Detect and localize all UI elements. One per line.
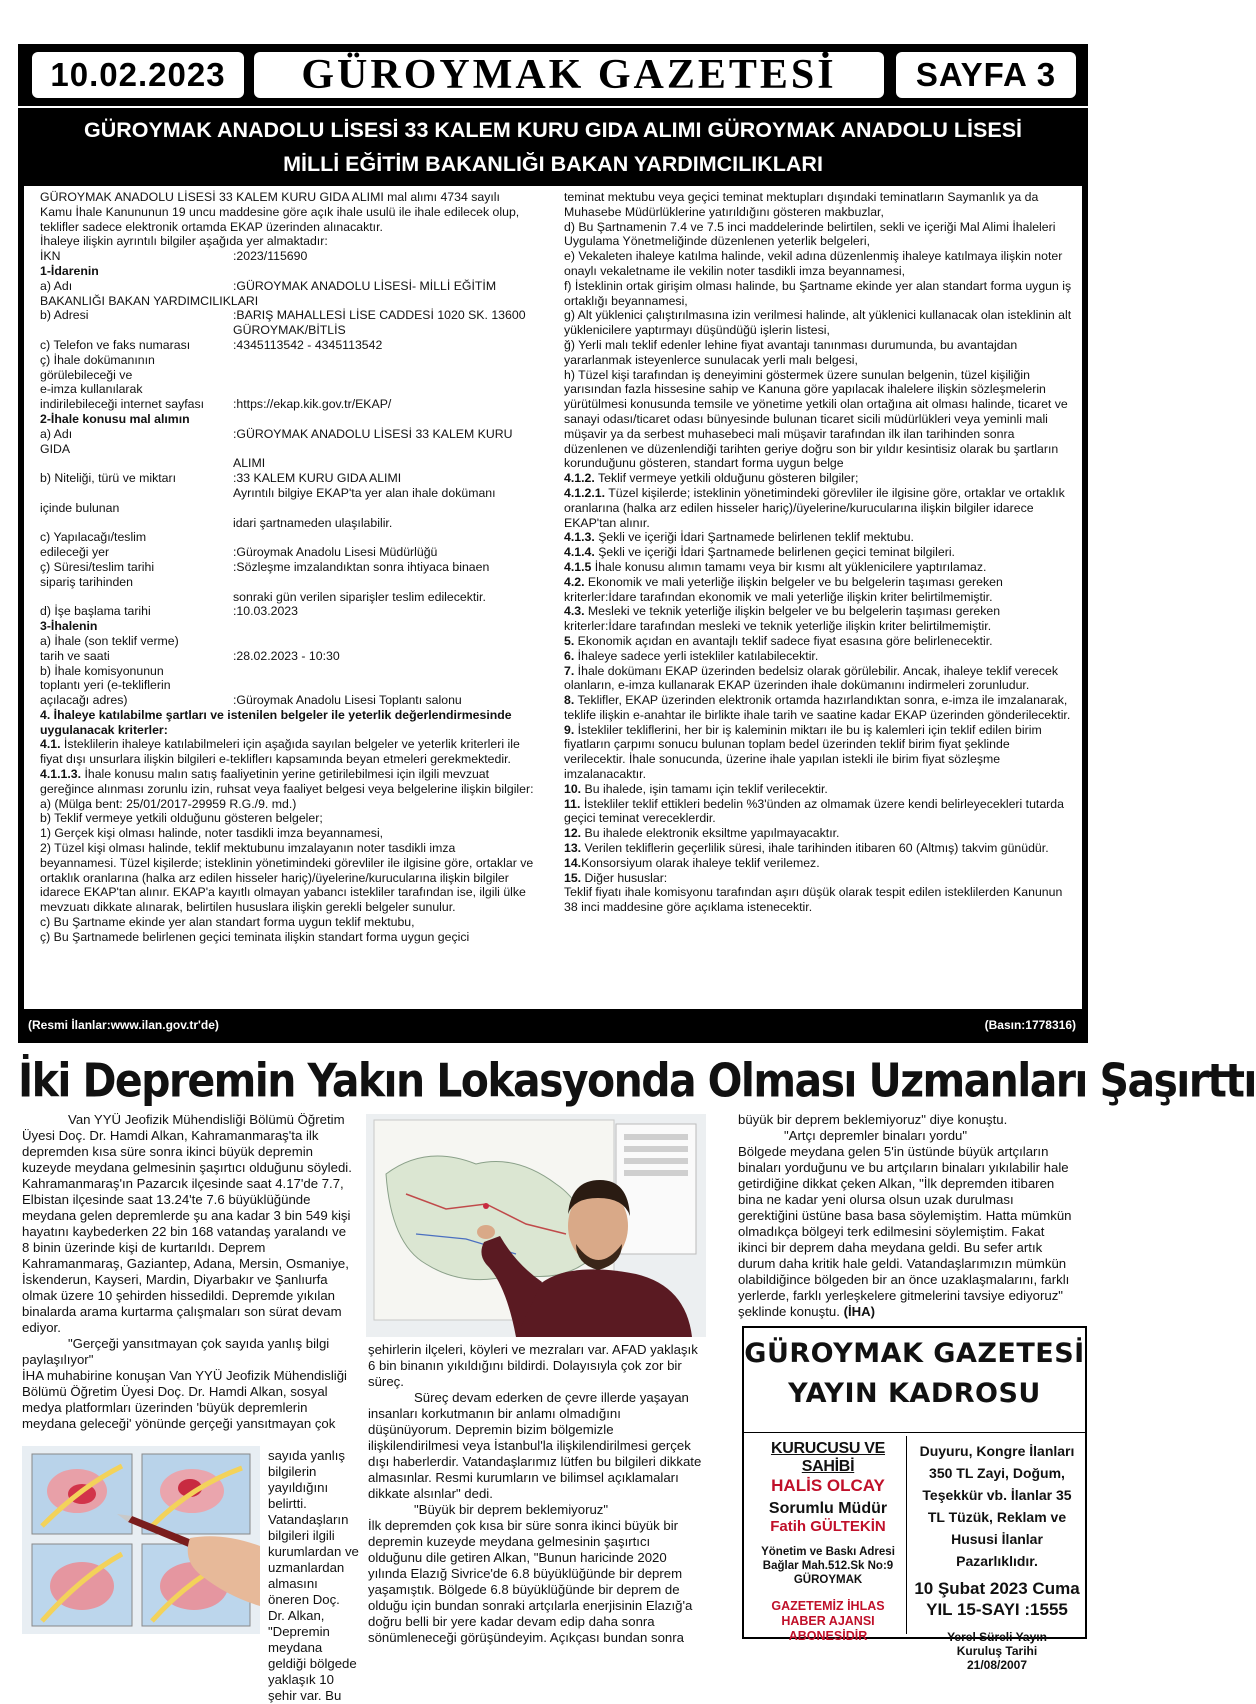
field-label: sipariş tarihinden (40, 574, 133, 589)
notice-intro: GÜROYMAK ANADOLU LİSESİ 33 KALEM KURU GIDA ALIMI mal alımı 4734 sayılı Kamu İhale Kanununun 19 uncu maddesine göre açık ihale usulü ile ihale edilecek olup, teklifler sadece elektronik ortamda EKAP üzerinden alınacaktır. (40, 190, 520, 234)
address-block (752, 1545, 904, 1587)
field-phone (40, 338, 535, 353)
article-subheading: "Artçı depremler binaları yordu" (784, 1128, 968, 1143)
staff-right (912, 1440, 1082, 1672)
section-heading: 1-İdarenin (40, 263, 99, 278)
field-value: GÜROYMAK/BİTLİS (233, 323, 346, 338)
clause-text: İhale dokümanı EKAP üzerinden bedelsiz olarak görülebilir. Ancak, ihaleye teklif verecek olanların, e-imza kullanarak EKAP üzerinden ihale dokümanını indirmeleri zorunludur. (564, 663, 1058, 693)
clause (564, 634, 1074, 649)
seismic-maps-illustration (22, 1446, 260, 1634)
clause-number: 12. (564, 826, 582, 841)
clause (564, 797, 1074, 827)
clause-number: 9. (564, 722, 575, 737)
staff-box-title-line1: GÜROYMAK GAZETESİ (744, 1338, 1085, 1369)
founder-name: HALİS OLCAY (771, 1476, 885, 1495)
field-label: c) Telefon ve faks numarası (40, 337, 191, 352)
notice-header-line2: MİLLİ EĞİTİM BAKANLIĞI BAKAN YARDIMCILIKLARI (283, 152, 823, 176)
founder (752, 1440, 904, 1496)
clause (564, 841, 1074, 856)
clause-text: Şekli ve içeriği İdari Şartnamede belirlenen geçici teminat bilgileri. (594, 545, 955, 560)
clause-text: Bu ihalede elektronik eksiltme yapılmayacaktır. (581, 826, 840, 841)
notice-intro2: İhaleye ilişkin ayrıntılı bilgiler aşağıda yer almaktadır: (40, 234, 328, 249)
field-continuation: BAKANLIĞI BAKAN YARDIMCILIKLARI (40, 293, 259, 308)
field-admin-name (40, 279, 535, 294)
list-item: b) Teklif vermeye yetkili olduğunu gösteren belgeler; (40, 811, 323, 826)
clause-text: Mesleki ve teknik yeterliğe ilişkin belgeler ve bu belgelerin taşıması gereken kriterler:İdare tarafından mesleki ve teknik yeterliğe ilişkin kriter belirtilmemiştir. (564, 604, 1001, 634)
field-label: İKN (40, 249, 61, 264)
field-item-name (40, 427, 535, 442)
clause-text: Teklifler, EKAP üzerinden elektronik ortamda hazırlandıktan sonra, e-imza ile imzalanarak, teklife ilişkin e-anahtar ile birlikte ihale tarih ve saatine kadar EKAP üzerinden gönderilecektir. (564, 693, 1071, 722)
article-headline: İki Depremin Yakın Lokasyonda Olması Uzmanları Şaşırttı (18, 1054, 1256, 1108)
field-label: b) Adresi (40, 308, 89, 323)
founder-role: KURUCUSU VE SAHİBİ (770, 1440, 886, 1475)
article-column-3 (738, 1112, 1073, 1320)
publication-type: Yerel Süreli Yayın (947, 1630, 1047, 1644)
field-ikn (40, 249, 535, 264)
address-city: GÜROYMAK (793, 1574, 863, 1586)
list-item: g) Alt yüklenici çalıştırılmasına izin verilmesi halinde, alt yüklenici kullanacak olan isteklinin alt yüklenicilere yaptırmayı düşündüğü işlerin listesi, (564, 308, 1072, 338)
clause-4-1 (40, 737, 535, 767)
notice-press-number: (Basın:1778316) (984, 1018, 1076, 1032)
seismic-maps-photo (22, 1446, 260, 1634)
notice-body (24, 186, 1082, 1009)
field-value: Ayrıntılı bilgiye EKAP'ta yer alan ihale dokümanı (233, 485, 496, 500)
notice-left-column (40, 190, 535, 945)
section-heading: 2-İhale konusu mal alımın (40, 411, 190, 426)
clause (564, 545, 1074, 560)
editor-name: Fatih GÜLTEKİN (770, 1518, 886, 1535)
field-value: ALIMI (233, 456, 266, 471)
clause-text: İstekliler teklif ettikleri bedelin %3'ünden az olmamak üzere kendi belirleyecekleri tutarda geçici teminat vereceklerdir. (564, 796, 1064, 826)
field-row (40, 456, 535, 471)
clause-number: 4.1.3. (564, 530, 595, 545)
news-agency-credit: (İHA) (843, 1304, 876, 1319)
field-label: tarih ve saati (40, 648, 110, 663)
field-type (40, 471, 535, 486)
clause (564, 693, 1074, 723)
clause (564, 856, 1074, 871)
agency-block (752, 1599, 904, 1644)
section-heading: 3-İhalenin (40, 619, 98, 634)
article-subheading: "Büyük bir deprem beklemiyoruz" (414, 1502, 609, 1517)
clause-4-1-1-3 (40, 767, 535, 797)
clause-number: 11. (564, 796, 581, 811)
field-value: :Güroymak Anadolu Lisesi Toplantı salonu (233, 693, 462, 708)
divider (906, 1436, 907, 1634)
field-label: ç) İhale dokümanının (40, 352, 155, 367)
clause-number: 5. (564, 633, 575, 648)
field-label: b) İhale komisyonunun (40, 663, 164, 678)
clause-number: 4.3. (564, 604, 585, 619)
address-text: Bağlar Mah.512.Sk No:9 (762, 1560, 894, 1572)
field-label: e-imza kullanılarak (40, 382, 143, 397)
map-panel (142, 1454, 250, 1534)
establishment-date: 21/08/2007 (966, 1658, 1028, 1672)
list-item: ç) Bu Şartnamede belirlenen geçici teminata ilişkin standart forma uygun geçici (40, 929, 470, 944)
field-value: :https://ekap.kik.gov.tr/EKAP/ (233, 397, 392, 412)
clause (564, 782, 1074, 797)
scientist-illustration (366, 1114, 706, 1337)
field-label: a) İhale (son teklif verme) (40, 633, 179, 648)
clause-number: 15. (564, 870, 582, 885)
staff-box-title-line2: YAYIN KADROSU (788, 1378, 1041, 1409)
clause-number: 4.1.4. (564, 545, 595, 560)
field-value: idari şartnameden ulaşılabilir. (233, 515, 393, 530)
clause-number: 4.1.5 (564, 559, 592, 574)
field-label: indirilebileceği internet sayfası (40, 397, 205, 412)
article-paragraph: sayıda yanlış bilgilerin yayıldığını belirtti. Vatandaşların bilgileri ilgili kurumlardan ve uzmanlardan almasını öneren Doç. Dr. Alkan, "Depremin meydana geldiği bölgede yaklaşık 10 şehir var. Bu (268, 1448, 359, 1703)
list-item: teminat mektubu veya geçici teminat mektupları dışındaki teminatların Saymanlık ya da Muhasebe Müdürlüklerine yatırıldığını gösteren makbuzlar, (564, 190, 1039, 219)
notice-footer (18, 1014, 1088, 1038)
scientist-photo (366, 1114, 706, 1337)
issue-date: 10.02.2023 (32, 52, 244, 98)
field-row (40, 516, 535, 531)
clause-number: 10. (564, 781, 582, 796)
clause-number: 4.1.2.1. (564, 485, 606, 500)
clause-text: Diğer hususlar: (581, 870, 668, 885)
clause-text: İhale konusu alımın tamamı veya bir kısmı alt yüklenicilere yaptırılamaz. (591, 559, 987, 574)
field-row (40, 486, 535, 501)
editorial-staff-box (742, 1326, 1087, 1672)
clause (564, 530, 1074, 545)
clause-text: Konsorsiyum olarak ihaleye teklif verilemez. (581, 855, 820, 870)
list-item: e) Vekaleten ihaleye katılma halinde, vekil adına düzenlenmiş ihaleye katılmaya ilişkin noter onaylı vekaletname ile vekilin noter tasdikli imza beyannamesi, (564, 249, 1063, 278)
clause (564, 826, 1074, 841)
field-value: :GÜROYMAK ANADOLU LİSESİ 33 KALEM KURU (233, 426, 513, 441)
address-label: Yönetim ve Baskı Adresi (761, 1546, 895, 1558)
clause-number: 4.1.2. (564, 471, 595, 486)
field-website (40, 397, 535, 412)
field-value: :BARIŞ MAHALLESİ LİSE CADDESİ 1020 SK. 13600 (233, 308, 526, 323)
field-label: ç) Süresi/teslim tarihi (40, 559, 155, 574)
article-paragraph: Süreç devam ederken de çevre illerde yaşayan insanları korkutmanın bir anlamı olmadığını düşünüyorum. Depremin bizim bölgemizle ilişkilendirilmesi veya İstanbul'la ilişkilendirilmesi gerçek dışı haberlerdir. Vatandaşlarımız lütfen bu bilgileri dikkate almasınlar. Resmi kurumların ve bilimsel açıklamaları dikkate alsınlar" dedi. (368, 1390, 702, 1501)
clause-text: Bu ihalede, işin tamamı için teklif verilecektir. (581, 781, 828, 796)
field-delivery-place (40, 545, 535, 560)
editor-role: Sorumlu Müdür (768, 1500, 888, 1517)
article-paragraph: Kahramanmaraş'ın Pazarcık ilçesinde saat 4.17'de 7.7, Elbistan ilçesinde saat 13.24'te 7.6 büyüklüğünde meydana gelen depremlerde şu ana kadar 3 bin 549 kişi hayatını kaybederken 22 bin 168 vatandaş yaralandı ve 8 binin üzerinde kişi de kurtarıldı. Deprem Kahramanmaraş, Gaziantep, Adana, Mersin, Osmaniye, İskenderun, Kayseri, Mardin, Diyarbakır ve Şanlıurfa olmak üzere 10 şehirden hissedildi. Depremde yıkılan binalarda arama kurtarma çalışmaları son sürat devam ediyor. (22, 1176, 351, 1335)
field-label: d) İşe başlama tarihi (40, 604, 151, 619)
article-text: Bölgede meydana gelen 5'in üstünde büyük artçıların binaları yorduğunu ve bu artçıların binaları yıkılabilir hale getirdiğine dikkat çeken Alkan, "İlk depremden itibaren bina ne kadar yeni olursa olsun uzak durulması gerektiğini üstüne basa basa söylemiştim. Hatta mümkün olmadıkça bölgeyi terk edilmesini söylemiştim. Fakat ikinci bir deprem daha meydana geldi. Bu sefer artık durum daha kritik hale geldi. Vatandaşlarımızın mümkün olabildiğince bölgeden bir an önce uzaklaşmalarını, farklı yerlerde, farklı yerleşkelere gitmelerini tavsiye ediyoruz" şeklinde konuştu. (738, 1144, 1072, 1319)
article-paragraph: büyük bir deprem beklemiyoruz" diye konuştu. (738, 1112, 1008, 1127)
clause-text: Teklif fiyatı ihale komisyonu tarafından aşırı düşük olarak tespit edilen isteklilerden Kanunun 38 inci maddesine göre açıklama istenecektir. (564, 885, 1063, 915)
map-panel (32, 1454, 132, 1534)
field-label: edileceği yer (40, 545, 110, 560)
clause (564, 604, 1074, 634)
clause-number: 8. (564, 693, 575, 708)
list-item: 1) Gerçek kişi olması halinde, noter tasdikli imza beyannamesi, (40, 826, 384, 841)
clause-number: 6. (564, 648, 575, 663)
map-panel (32, 1544, 132, 1626)
field-value: :2023/115690 (233, 249, 308, 264)
legend-panel (616, 1124, 696, 1254)
field-start-date (40, 604, 535, 619)
divider (744, 1432, 1085, 1433)
field-label: b) Niteliği, türü ve miktarı (40, 471, 176, 486)
clause-number: 7. (564, 663, 575, 678)
field-label: c) Yapılacağı/teslim (40, 530, 147, 545)
agency-line1: GAZETEMİZ İHLAS (771, 1599, 885, 1613)
clause-number: 4.1. (40, 737, 61, 752)
field-value: :33 KALEM KURU GIDA ALIMI (233, 471, 402, 486)
article-paragraph: şehirlerin ilçeleri, köyleri ve mezraları var. AFAD yaklaşık 6 bin binanın yıkıldığını bildirdi. Dolayısıyla çok zor bir süreç. (368, 1342, 698, 1389)
article-column-1 (22, 1112, 352, 1432)
clause-number: 4. (40, 707, 51, 722)
field-meeting-place (40, 693, 535, 708)
clause-number: 13. (564, 841, 582, 856)
issue-number: YIL 15-SAYI :1555 (926, 1600, 1068, 1619)
list-item: ğ) Yerli malı teklif edenler lehine fiyat avantajı tanınması durumunda, bu avantajdan yararlanmak isteyenlerce sunulacak yerli malı belgesi, (564, 337, 1018, 367)
staff-box-title (744, 1334, 1085, 1414)
field-value: :Güroymak Anadolu Lisesi Müdürlüğü (233, 545, 438, 560)
clause (564, 664, 1074, 694)
staff-left (752, 1440, 904, 1644)
masthead (18, 44, 1088, 106)
clause-text: İstekliler tekliflerini, her bir iş kaleminin miktarı ile bu iş kalemleri için teklif edilen birim fiyatların çarpımı sonucu bulunan toplam bedel üzerinden teklif birim fiyat şeklinde verilecektir. İhale sonucunda, üzerine ihale yapılan istekli ile birim fiyat sözleşme imzalanacaktır. (564, 722, 1042, 782)
official-notice (18, 108, 1088, 1043)
field-value: :4345113542 - 4345113542 (233, 337, 383, 352)
notice-right-column (564, 190, 1074, 915)
list-item: a) (Mülga bent: 25/01/2017-29959 R.G./9. md.) (40, 796, 297, 811)
clause-text: Teklif vermeye yetkili olduğunu gösteren bilgiler; (594, 471, 859, 486)
clause-text: Verilen tekliflerin geçerlilik süresi, ihale tarihinden itibaren 60 (Altmış) takvim günüdür. (581, 841, 1049, 856)
clause-text: İsteklilerin ihaleye katılabilmeleri için aşağıda sayılan belgeler ve yeterlik kriterleri ile fiyat dışı unsurlara ilişkin bilgileri e-tekliflerı kapsamında beyan etmeleri gerekmektedir. (40, 737, 520, 767)
article-paragraph: İHA muhabirine konuşan Van YYÜ Jeofizik Mühendisliği Bölümü Öğretim Üyesi Doç. Dr. Hamdi Alkan, sosyal medya platformları üzerinden 'büyük depremlerin meydana geleceği' yönünde gerçeği yansıtmayan çok (22, 1368, 347, 1431)
clause-text: İhaleye katılabilme şartları ve istenilen belgeler ile yeterlik değerlendirmesinde uygulanacak kriterler: (40, 707, 512, 737)
field-continuation: içinde bulunan (40, 500, 120, 515)
field-label: a) Adı (40, 426, 73, 441)
field-label: açılacağı adres) (40, 693, 128, 708)
clause-text: İhale konusu malın satış faaliyetinin yerine getirilebilmesi için ilgili mevzuat gereğince alınması zorunlu izin, ruhsat veya faaliyet belgesi veya belgelerine ilişkin bilgiler: (40, 767, 534, 796)
field-label: a) Adı (40, 278, 73, 293)
editor (752, 1500, 904, 1535)
clause-text: Şekli ve içeriği İdari Şartnamede belirlenen teklif mektubu. (594, 530, 914, 545)
clause (564, 486, 1074, 530)
newspaper-title: GÜROYMAK GAZETESİ (254, 52, 884, 98)
page-number: SAYFA 3 (896, 52, 1076, 98)
notice-header-line1: GÜROYMAK ANADOLU LİSESİ 33 KALEM KURU GIDA ALIMI GÜROYMAK ANADOLU LİSESİ (83, 118, 1023, 142)
clause (564, 871, 1074, 886)
clause-text: Ekonomik açıdan en avantajlı teklif sadece fiyat esasına göre belirlenecektir. (574, 633, 993, 648)
issue-full-date: 10 Şubat 2023 Cuma (914, 1579, 1080, 1598)
list-item: c) Bu Şartname ekinde yer alan standart forma uygun teklif mektubu, (40, 915, 415, 930)
article-subheading: "Gerçeği yansıtmayan çok sayıda yanlış bilgi paylaşılıyor" (22, 1336, 330, 1367)
article-column-1b (268, 1448, 360, 1704)
ad-prices: Duyuru, Kongre İlanları 350 TL Zayi, Doğum, Teşekkür vb. İlanlar 35 TL Tüzük, Reklam ve Hususi İlanlar Pazarlıklıdır. (919, 1443, 1075, 1569)
list-item: d) Bu Şartnamenin 7.4 ve 7.5 inci maddelerinde belirtilen, sekli ve içeriği Mal Alimi İhaleleri Uygulama Yönetmeliğinde düzenlenen yeterlik belgeleri, (564, 219, 1056, 249)
list-item: f) İsteklinin ortak girişim olması halinde, bu Şartname ekinde yer alan standart forma uygun iş ortaklığı beyannamesi, (564, 278, 1072, 308)
field-value: sonraki gün verilen siparişler teslim edilecektir. (233, 589, 486, 604)
list-item: h) Tüzel kişi tarafından iş deneyimini göstermek üzere sunulan belgenin, tüzel kişiliğin yarısından fazla hissesine sahip ve Kanuna göre yapılacak ihalelere ilişkin sözleşmelerin yürütülmesi konusunda temsile ve yönetime yetkili olan ortağına ait olması halinde, ticaret ve sanayi odası/ticaret odası bünyesinde bulunan ticaret sicili müdürlükleri veya yeminli mali müşavir ya da serbest muhasebeci mali müşavir tarafından ilk ilan tarihinden sonra düzenlenen ve düzenlendiği tarihten geriye doğru son bir yıldır kesintisiz olarak bu şartların korunduğunu gösteren, standart forma uygun belge (564, 367, 1068, 471)
clause (564, 471, 1074, 486)
field-row (40, 590, 535, 605)
clause-text: İhaleye sadece yerli istekliler katılabilecektir. (574, 648, 819, 663)
article-paragraph: İlk depremden çok kısa bir süre sonra ikinci büyük bir depremin kuzeyde meydana gelmesinin şaşırtıcı olduğunu dile getiren Alkan, "Bunun haricinde 2020 yılında Elazığ Sivrice'de 6.8 büyüklüğünde bir deprem yaşamıştık. Bölgede 6.8 büyüklüğünde bir deprem de olduğu için bundan sonraki artçılarla enerjisinin Elazığ'a doğru belli bir yere kadar devam edip daha sonra sönümleneceği görüşündeyim. Açıkçası bundan sonra (368, 1518, 693, 1645)
field-row (40, 323, 535, 338)
field-value: :28.02.2023 - 10:30 (233, 648, 340, 663)
notice-header (18, 108, 1088, 186)
clause-number: 14. (564, 855, 582, 870)
field-address (40, 308, 535, 323)
clause-text: Ekonomik ve mali yeterliğe ilişkin belgeler ve bu belgelerin taşıması gereken kriterler:İdare tarafından ekonomik ve mali yeterliğe ilişkin kriter belirtilmemiştir. (564, 574, 1003, 604)
list-item: 2) Tüzel kişi olması halinde, teklif mektubunu imzalayanın noter tasdikli imza beyannamesi. Tüzel kişilerde; isteklinin yönetimindeki görevliler ile ilgisine göre, ortaklar ve ortaklık oranlarına (halka arz edilen hisseler hariç)/üyelerine/kurucularına ilişkin bilgiler idarece EKAP'tan alınır. EKAP'a kayıtlı olmayan yabancı istekliler tarafından ise, ilgili ülke mevzuatı dikkate alınarak, belirtilen hususlara ilişkin gerekli belgeler sunulur. (40, 841, 534, 915)
field-delivery-time (40, 560, 535, 575)
article-paragraph (738, 1144, 1073, 1320)
clause-number: 4.2. (564, 574, 585, 589)
clause-text: Tüzel kişilerde; isteklinin yönetimindeki görevliler ile ilgisine göre, ortaklar ve ortaklık oranlarına (halka arz edilen hisseler hariç)/üyelerine/kurucularına ilişkin bilgiler idarece EKAP'tan alınır. (564, 485, 1065, 530)
field-label: toplantı yeri (e-tekliflerin (40, 678, 171, 693)
field-tender-date (40, 649, 535, 664)
field-label: görülebileceği ve (40, 367, 133, 382)
article-column-2 (368, 1342, 705, 1646)
field-continuation: GIDA (40, 441, 71, 456)
clause (564, 723, 1074, 782)
field-value: :10.03.2023 (233, 604, 298, 619)
agency-line2: HABER AJANSI ABONESİDİR (781, 1614, 875, 1643)
clause-4 (40, 708, 535, 738)
article-paragraph: Van YYÜ Jeofizik Mühendisliği Bölümü Öğretim Üyesi Doç. Dr. Hamdi Alkan, Kahramanmaraş'ta ilk depremden kısa süre sonra ikinci büyük depremin kuzeyde meydana gelmesinin şaşırtıcı olduğunu söyledi. (22, 1112, 352, 1175)
notice-source: (Resmi İlanlar:www.ilan.gov.tr'de) (28, 1018, 219, 1032)
clause-number: 4.1.1.3. (40, 767, 82, 782)
clause (564, 560, 1074, 575)
field-value: :Sözleşme imzalandıktan sonra ihtiyaca binaen (233, 559, 490, 574)
clause (564, 575, 1074, 605)
field-value: :GÜROYMAK ANADOLU LİSESİ- MİLLİ EĞİTİM (233, 278, 497, 293)
clause (564, 649, 1074, 664)
establishment-block (912, 1630, 1082, 1672)
establishment-label: Kuruluş Tarihi (956, 1644, 1038, 1658)
